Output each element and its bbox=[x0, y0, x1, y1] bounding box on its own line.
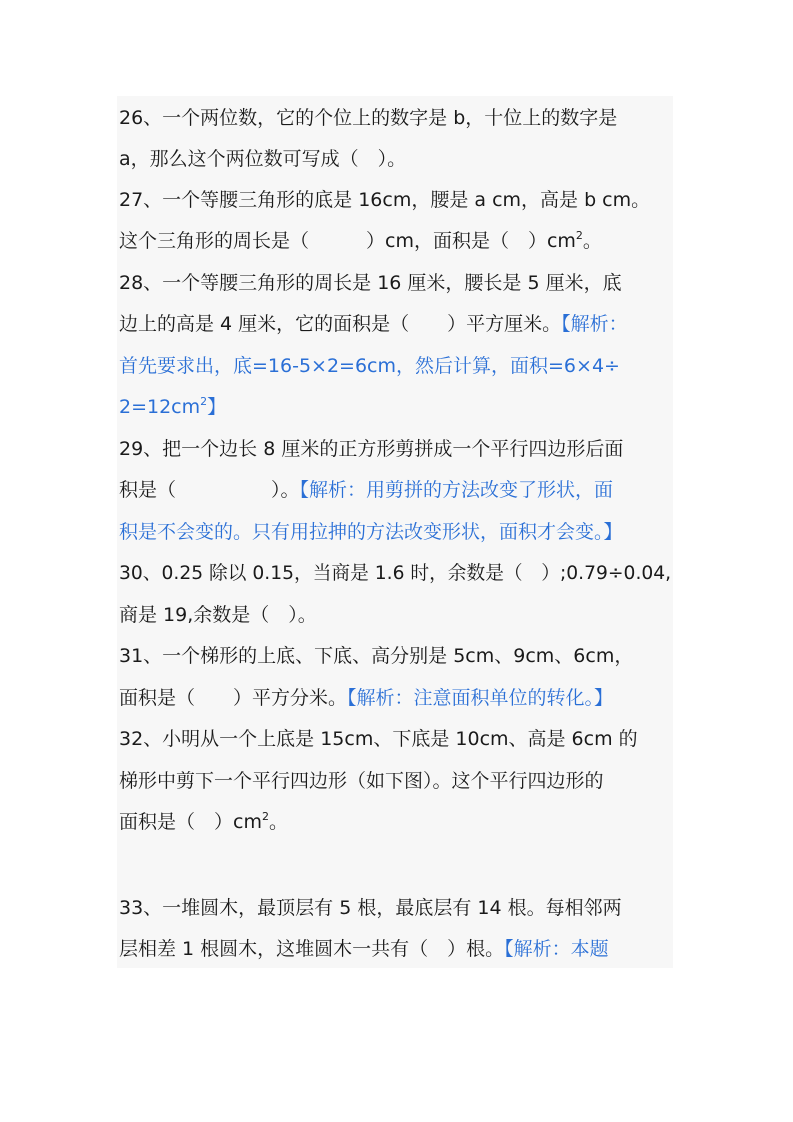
line-28d bbox=[119, 394, 226, 420]
q31-analysis: 【解析：注意面积单位的转化。】 bbox=[347, 687, 614, 709]
q27-text-2: 这个三角形的周长是（ ）cm，面积是（ ）cm bbox=[119, 230, 576, 252]
q28-analysis-1: 首先要求出，底=16-5×2=6cm，然后计算，面积=6×4÷ bbox=[119, 355, 620, 377]
q28-analysis-2: 2=12cm bbox=[119, 396, 201, 418]
line-30a bbox=[119, 560, 671, 586]
q28-analysis-end: 】 bbox=[207, 396, 227, 418]
q30-text-2: 商是 19,余数是（ ）。 bbox=[119, 604, 317, 626]
line-33a bbox=[119, 895, 622, 921]
q28-text-1: 28、一个等腰三角形的周长是 16 厘米，腰长是 5 厘米，底 bbox=[119, 272, 622, 294]
q28-analysis-start: 【解析： bbox=[561, 313, 628, 335]
q27-text-2-end: 。 bbox=[582, 230, 602, 252]
q32-text-2: 梯形中剪下一个平行四边形（如下图）。这个平行四边形的 bbox=[119, 770, 604, 792]
line-28a bbox=[119, 270, 622, 296]
q28-text-2: 边上的高是 4 厘米，它的面积是（ ）平方厘米。 bbox=[119, 313, 562, 335]
q26-text-2: a，那么这个两位数可写成（ ）。 bbox=[119, 148, 407, 170]
line-26a bbox=[119, 105, 617, 131]
q30-text-1: 30、0.25 除以 0.15，当商是 1.6 时，余数是（ ）;0.79÷0.04, bbox=[119, 562, 672, 584]
q31-text-1: 31、一个梯形的上底、下底、高分别是 5cm、9cm、6cm， bbox=[119, 645, 634, 667]
question-text-block bbox=[117, 96, 673, 968]
line-32c bbox=[119, 809, 288, 835]
line-33b bbox=[119, 936, 609, 962]
line-31a bbox=[119, 643, 633, 669]
q29-analysis-start: 【解析：用剪拼的方法改变了形状，面 bbox=[299, 479, 614, 501]
line-28c bbox=[119, 353, 620, 379]
q33-analysis-start: 【解析：本题 bbox=[504, 938, 609, 960]
q29-analysis-1: 积是不会变的。只有用拉抻的方法改变形状，面积才会变。】 bbox=[119, 521, 623, 543]
q32-text-3: 面积是（ ）cm bbox=[119, 811, 262, 833]
line-32a bbox=[119, 726, 638, 752]
superscript: 2 bbox=[261, 810, 269, 823]
q32-text-1: 32、小明从一个上底是 15cm、下底是 10cm、高是 6cm 的 bbox=[119, 728, 638, 750]
q31-text-2: 面积是（ ）平方分米。 bbox=[119, 687, 348, 709]
line-29b bbox=[119, 477, 613, 503]
superscript: 2 bbox=[575, 229, 583, 242]
line-32b bbox=[119, 768, 604, 794]
line-29c bbox=[119, 519, 623, 545]
q26-text-1: 26、一个两位数，它的个位上的数字是 b，十位上的数字是 bbox=[119, 107, 618, 129]
q29-text-2: 积是（ ）。 bbox=[119, 479, 300, 501]
line-30b bbox=[119, 602, 317, 628]
line-31b bbox=[119, 685, 613, 711]
line-27a bbox=[119, 187, 650, 213]
superscript: 2 bbox=[200, 395, 208, 408]
q27-text-1: 27、一个等腰三角形的底是 16cm，腰是 a cm，高是 b cm。 bbox=[119, 189, 651, 211]
q29-text-1: 29、把一个边长 8 厘米的正方形剪拼成一个平行四边形后面 bbox=[119, 438, 624, 460]
q33-text-1: 33、一堆圆木，最顶层有 5 根，最底层有 14 根。每相邻两 bbox=[119, 897, 622, 919]
q33-text-2: 层相差 1 根圆木，这堆圆木一共有（ ）根。 bbox=[119, 938, 505, 960]
line-26b bbox=[119, 146, 406, 172]
line-27b bbox=[119, 228, 602, 254]
line-29a bbox=[119, 436, 623, 462]
q32-text-3-end: 。 bbox=[268, 811, 288, 833]
line-28b bbox=[119, 311, 628, 337]
